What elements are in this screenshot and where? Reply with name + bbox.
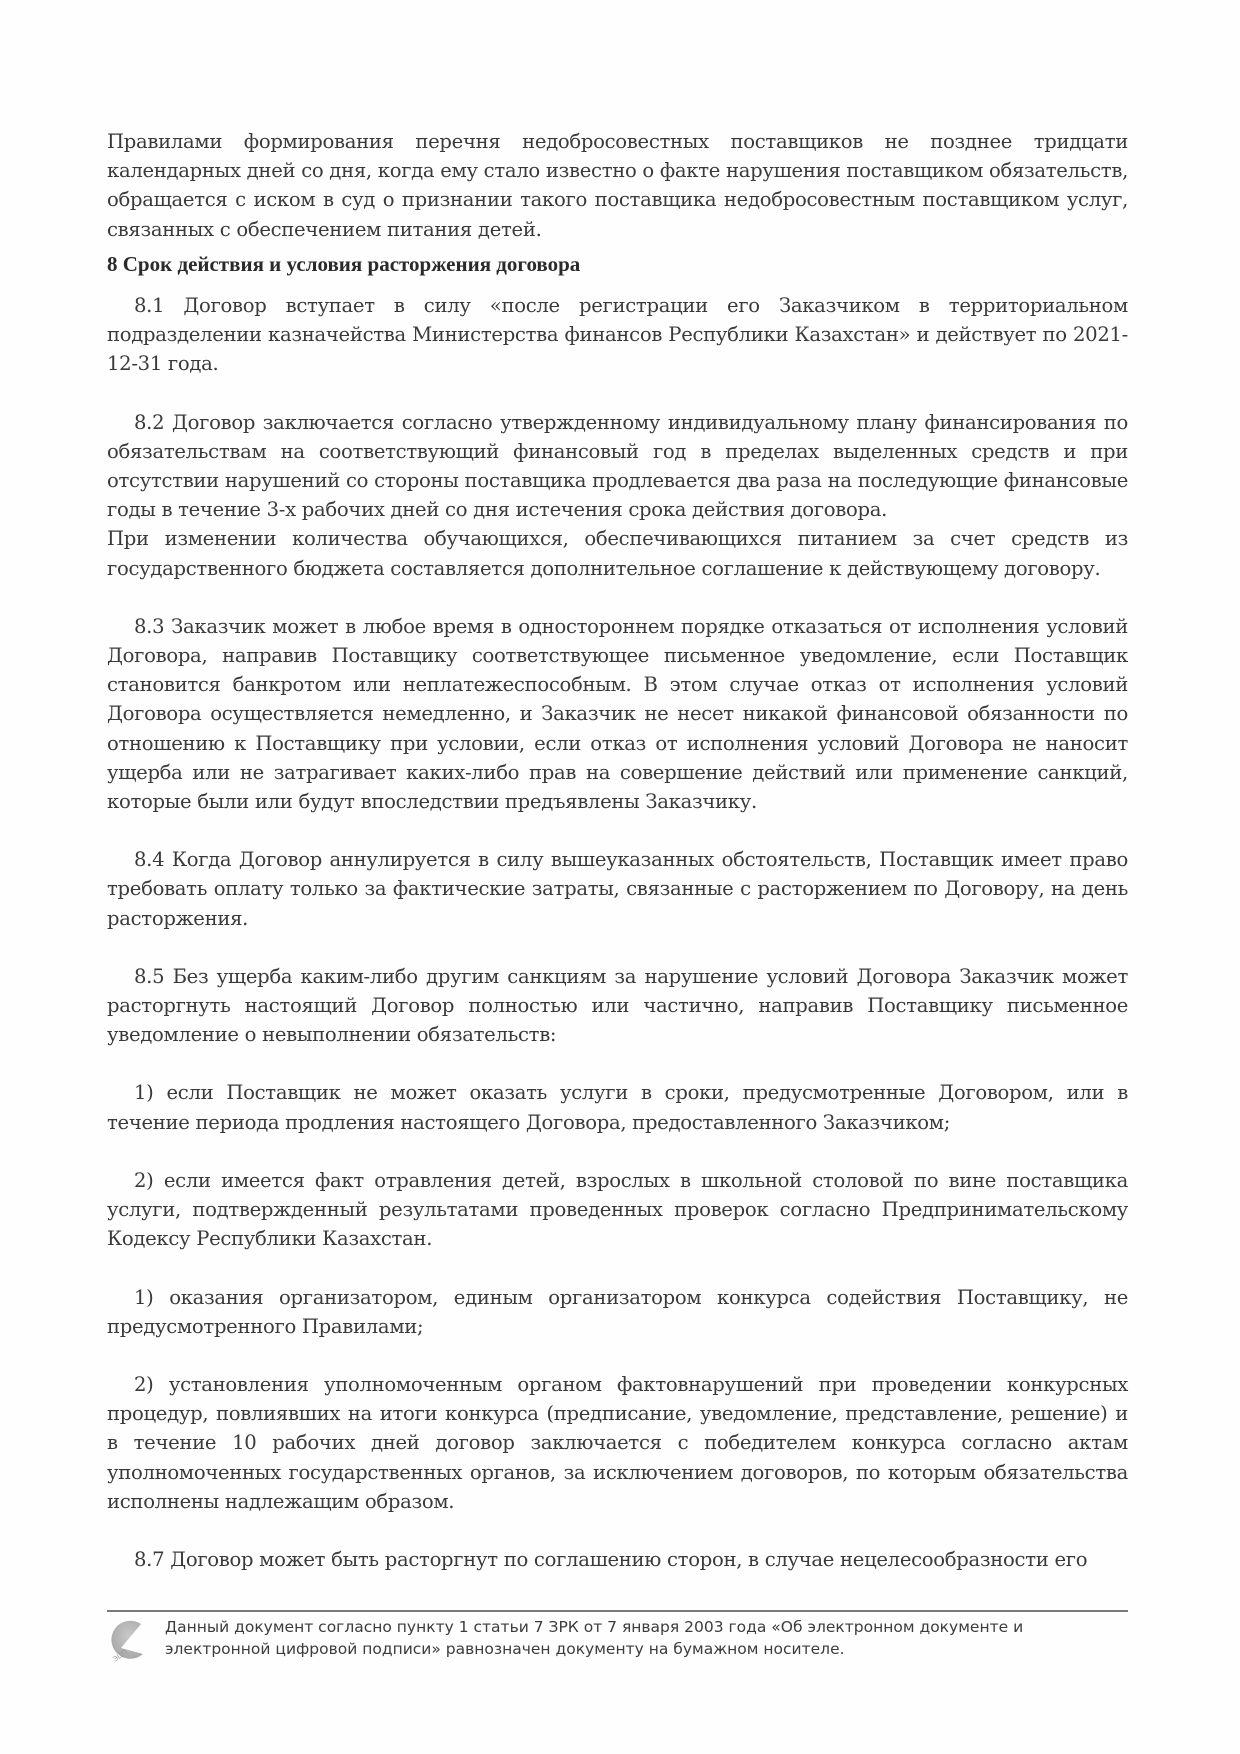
clause-list-item-2: 2) установления уполномоченным органом фактовнарушений при проведении конкурсных процедур, повлиявших на итоги конкурса (предписание, уведомление, представление, решение) и в течение 10 рабочих дней договор заключается с победителем конкурса согласно актам уполномоченных государственных органов, за исключением договоров, по которым обязательства исполнены надлежащим образом. [107,1372,1128,1513]
clause-8-3: 8.3 Заказчик может в любое время в одностороннем порядке отказаться от исполнения условий Договора, направив Поставщику соответствующее письменное уведомление, если Поставщик становится банкротом или неплатежеспособным. В этом случае отказ от исполнения условий Договора осуществляется немедленно, и Заказчик не несет никакой финансовой обязанности по отношению к Поставщику при условии, если отказ от исполнения условий Договора не наносит ущерба или не затрагивает каких-либо прав на совершение действий или применение санкций, которые были или будут впоследствии предъявлены Заказчику. [107,614,1128,814]
footer [107,1614,1128,1670]
footer-divider [107,1610,1128,1612]
clause-8-2-continuation: При изменении количества обучающихся, обеспечивающихся питанием за счет средств из государственного бюджета составляется дополнительное соглашение к действующему договору. [107,527,1128,580]
document-body [107,127,1128,1574]
clause-8-4: 8.4 Когда Договор аннулируется в силу вышеуказанных обстоятельств, Поставщик имеет право требовать оплату только за фактические затраты, связанные с расторжением по Договору, на день расторжения. [107,848,1128,930]
clause-8-1: 8.1 Договор вступает в силу «после регистрации его Заказчиком в территориальном подразделении казначейства Министерства финансов Республики Казахстан» и действует по 2021-12-31 года. [107,294,1128,376]
footer-legal-notice [165,1616,1125,1660]
footer-line-1: Данный документ согласно пункту 1 статьи 7 ЗРК от 7 января 2003 года «Об электронном документе и [165,1618,1024,1636]
clause-8-7: 8.7 Договор может быть расторгнут по соглашению сторон, в случае нецелесообразности его [134,1547,1088,1571]
clause-8-5-item-2: 2) если имеется факт отравления детей, взрослых в школьной столовой по вине поставщика услуги, подтвержденный результатами проведенных проверок согласно Предпринимательскому Кодексу Республики Казахстан. [107,1168,1128,1251]
clause-8-2: 8.2 Договор заключается согласно утвержденному индивидуальному плану финансирования по обязательствам на соответствующий финансовый год в пределах выделенных средств и при отсутствии нарушений со стороны поставщика продлевается два раза на последующие финансовые годы в течение 3-х рабочих дней со дня истечения срока действия договора. [107,410,1128,522]
footer-line-2: электронной цифровой подписи» равнозначен документу на бумажном носителе. [165,1640,845,1658]
digital-signature-stamp-icon [107,1618,151,1662]
section-heading: 8 Срок действия и условия расторжения договора [107,251,581,276]
clause-list-item-1: 1) оказания организатором, единым организатором конкурса содействия Поставщику, не предусмотренного Правилами; [107,1285,1128,1338]
intro-paragraph: Правилами формирования перечня недобросовестных поставщиков не позднее тридцати календарных дней со дня, когда ему стало известно о факте нарушения поставщиком обязательств, обращается с иском в суд о признании такого поставщика недобросовестным поставщиком услуг, связанных с обеспечением питания детей. [107,130,1128,241]
clause-8-5: 8.5 Без ущерба каким-либо другим санкциям за нарушение условий Договора Заказчик может расторгнуть настоящий Договор полностью или частично, направив Поставщику письменное уведомление о невыполнении обязательств: [107,964,1128,1047]
svg-text:ЭЦП: ЭЦП [111,1648,129,1662]
clause-8-5-item-1: 1) если Поставщик не может оказать услуги в сроки, предусмотренные Договором, или в течение периода продления настоящего Договора, предоставленного Заказчиком; [107,1081,1128,1134]
